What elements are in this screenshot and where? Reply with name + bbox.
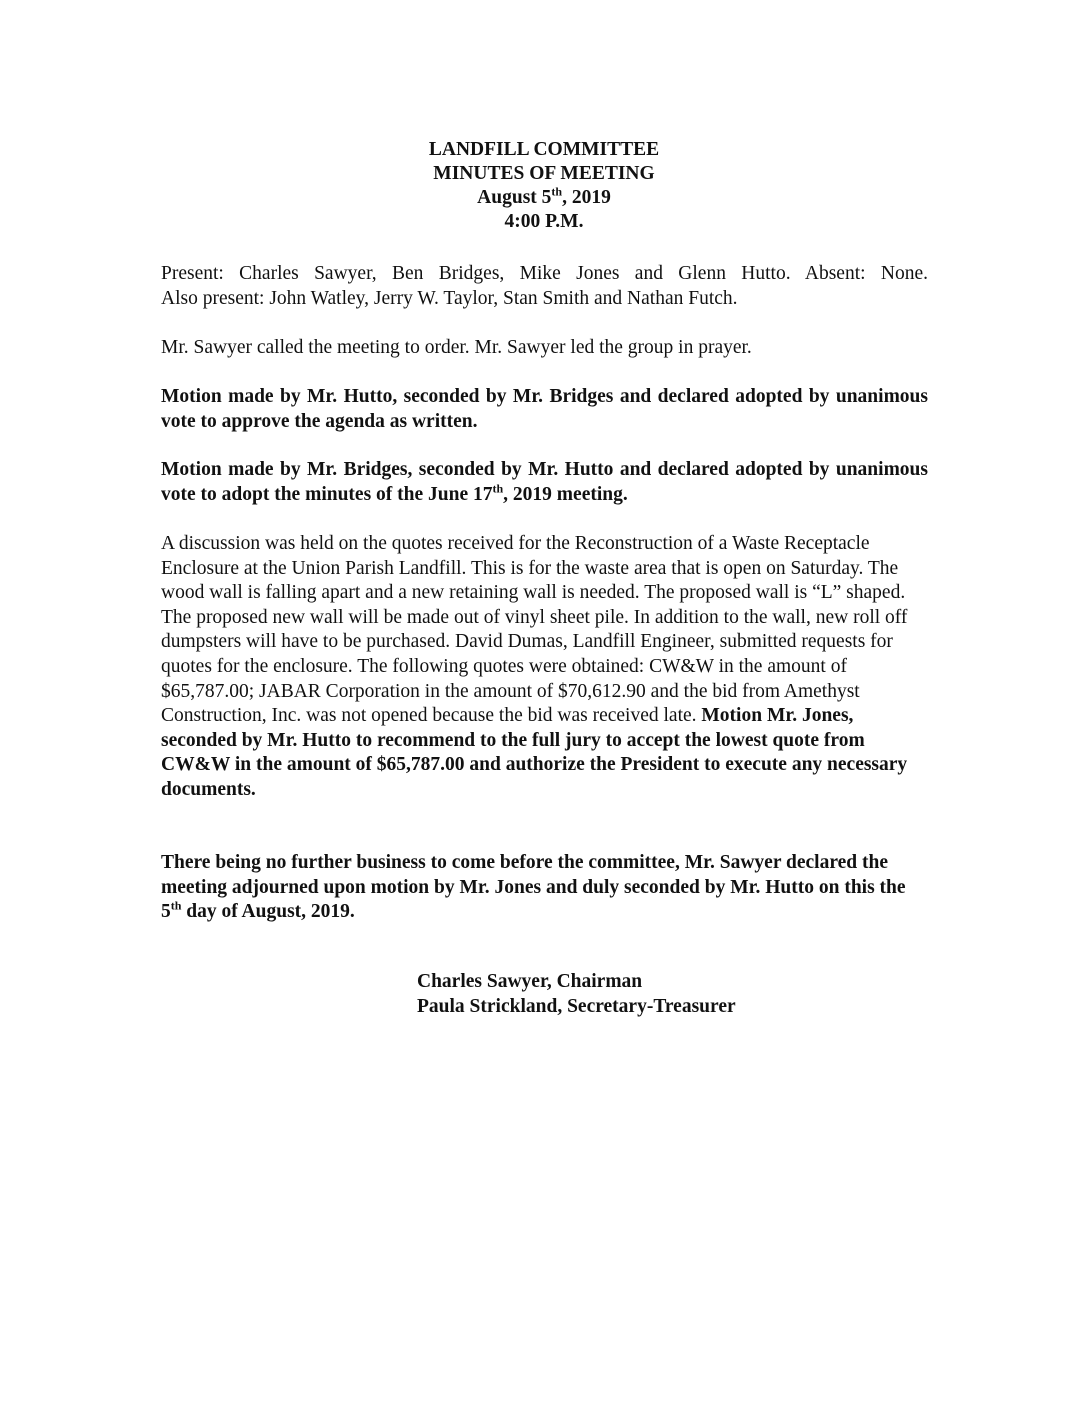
adjournment-text: There being no further business to come before the committee, Mr. Sawyer declared the meeting adjourned upon motion by Mr. Jones and duly seconded by Mr. Hutto on this the 5: [161, 852, 906, 923]
motion-agenda-paragraph: Motion made by Mr. Hutto, seconded by Mr. Bridges and declared adopted by unanimous vote to approve the agenda as written.: [161, 386, 928, 432]
signature-block: [417, 970, 736, 1019]
committee-title: LANDFILL COMMITTEE: [428, 139, 660, 160]
attendance-present: Present: Charles Sawyer, Ben Bridges, Mike Jones and Glenn Hutto. Absent: None.: [161, 263, 928, 284]
motion-minutes-text: Motion made by Mr. Bridges, seconded by Mr. Hutto and declared adopted by unanimous vote to adopt the minutes of the June 17: [161, 459, 928, 505]
chairman-signature: Charles Sawyer, Chairman: [417, 971, 643, 992]
meeting-date-day: August 5: [477, 187, 552, 208]
adjournment-ordinal: th: [170, 898, 182, 913]
meeting-date: [0, 186, 1088, 210]
discussion-paragraph: [161, 532, 921, 803]
adjournment-text-end: day of August, 2019.: [181, 901, 355, 923]
call-to-order-paragraph: Mr. Sawyer called the meeting to order. Mr. Sawyer led the group in prayer.: [161, 337, 752, 358]
secretary-signature: Paula Strickland, Secretary-Treasurer: [417, 995, 736, 1017]
document-title: MINUTES OF MEETING: [433, 163, 655, 184]
meeting-date-year: , 2019: [562, 187, 611, 208]
document-header: [0, 138, 1088, 234]
meeting-time: 4:00 P.M.: [504, 211, 584, 232]
attendance-paragraph: [161, 262, 928, 311]
motion-minutes-paragraph: [161, 458, 928, 507]
discussion-motion: Motion Mr. Jones, seconded by Mr. Hutto to recommend to the full jury to accept the lowest quote from CW&W in the amount of $65,787.00 and authorize the President to execute any necessary documents.: [161, 705, 908, 800]
meeting-date-ordinal: th: [551, 184, 563, 199]
adjournment-paragraph: [161, 851, 928, 925]
motion-minutes-text-end: , 2019 meeting.: [503, 483, 628, 505]
attendance-also-present: Also present: John Watley, Jerry W. Taylor, Stan Smith and Nathan Futch.: [161, 287, 738, 309]
discussion-text: A discussion was held on the quotes received for the Reconstruction of a Waste Receptacle Enclosure at the Union Parish Landfill. This is for the waste area that is open on Saturday. The wood wall is falling apart and a new retaining wall is needed. The proposed wall is “L” shaped. The proposed new wall will be made out of vinyl sheet pile. In addition to the wall, new roll off dumpsters will have to be purchased. David Dumas, Landfill Engineer, submitted requests for quotes for the enclosure. The following quotes were obtained: CW&W in the amount of $65,787.00; JABAR Corporation in the amount of $70,612.90 and the bid from Amethyst Construction, Inc. was not opened because the bid was received late.: [161, 533, 908, 727]
motion-minutes-ordinal: th: [492, 481, 504, 496]
